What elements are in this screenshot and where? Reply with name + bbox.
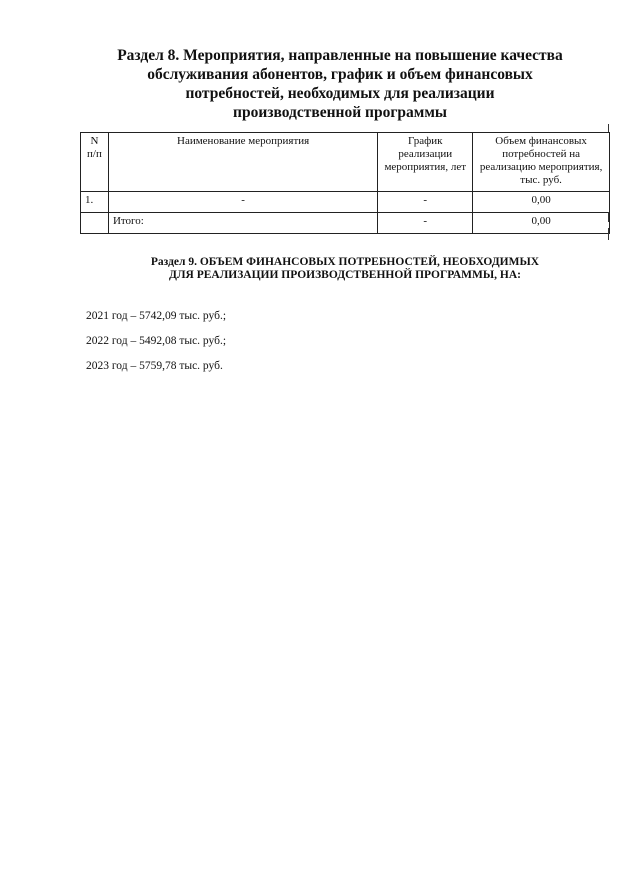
scan-mark — [608, 228, 609, 240]
table-row — [81, 192, 610, 213]
cell-volume: 0,00 — [473, 192, 610, 213]
section-8-title-line: обслуживания абонентов, график и объем финансовых — [147, 66, 533, 83]
financial-need-item: 2022 год – 5492,08 тыс. руб.; — [86, 335, 227, 347]
cell-total-label: Итого: — [108, 213, 377, 234]
table-total-row — [81, 213, 610, 234]
cell-number: 1. — [81, 192, 109, 213]
header-schedule: График реализации мероприятия, лет — [378, 133, 473, 192]
header-volume: Объем финансовых потребностей на реализацию мероприятия, тыс. руб. — [473, 133, 610, 192]
cell-total-schedule: - — [378, 213, 473, 234]
section-8-title-line: Раздел 8. Мероприятия, направленные на повышение качества — [117, 47, 563, 64]
financial-need-item: 2023 год – 5759,78 тыс. руб. — [86, 360, 223, 372]
header-name: Наименование мероприятия — [108, 133, 377, 192]
section-9-title-line: Раздел 9. ОБЪЕМ ФИНАНСОВЫХ ПОТРЕБНОСТЕЙ, НЕОБХОДИМЫХ — [150, 256, 540, 268]
section-9-title-line: ДЛЯ РЕАЛИЗАЦИИ ПРОИЗВОДСТВЕННОЙ ПРОГРАММЫ, НА: — [169, 269, 521, 281]
section-8-title-line: производственной программы — [233, 104, 447, 121]
financial-need-item: 2021 год – 5742,09 тыс. руб.; — [86, 310, 227, 322]
cell-total-empty — [81, 213, 109, 234]
section-8-title — [80, 46, 600, 122]
scan-mark — [608, 124, 609, 132]
measures-table — [80, 132, 610, 234]
section-9-title — [80, 256, 610, 282]
cell-schedule: - — [378, 192, 473, 213]
cell-name: - — [108, 192, 377, 213]
section-8-title-line: потребностей, необходимых для реализации — [185, 85, 495, 102]
header-number: N п/п — [81, 133, 109, 192]
table-header-row — [81, 133, 610, 192]
cell-total-volume: 0,00 — [473, 213, 610, 234]
scan-mark — [608, 212, 609, 222]
